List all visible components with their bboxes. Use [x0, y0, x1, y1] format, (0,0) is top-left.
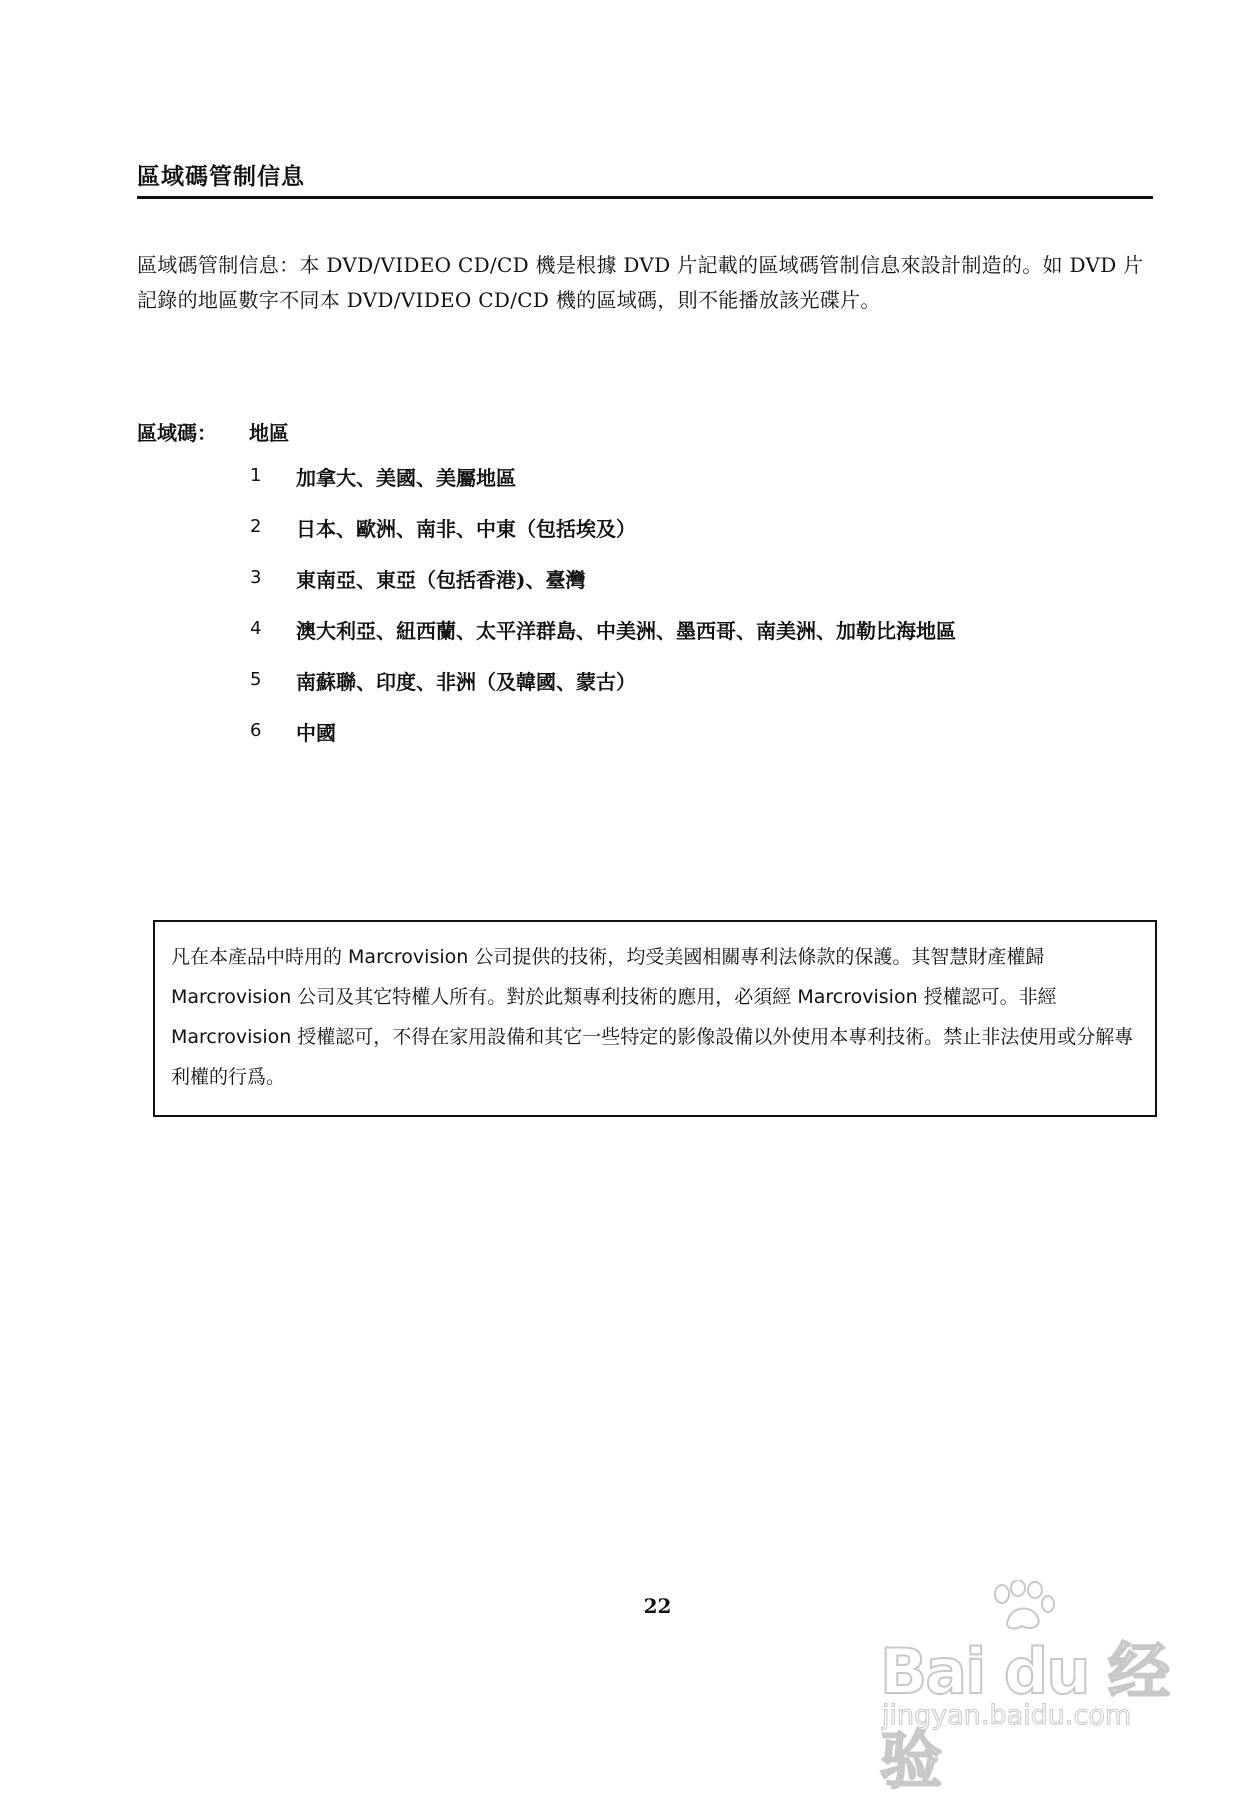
region-name: 日本、歐洲、南非、中東（包括埃及） [296, 517, 636, 541]
section-heading: 區域碼管制信息 [137, 164, 305, 190]
region-row-3 [250, 564, 956, 615]
heading-rule [137, 196, 1153, 199]
region-row-5 [250, 666, 956, 717]
intro-paragraph: 區域碼管制信息：本 DVD/VIDEO CD/CD 機是根據 DVD 片記載的區域碼管制信息來設計制造的。如 DVD 片記錄的地區數字不同本 DVD/VIDEO CD/CD 機的區域碼，則不能播放該光碟片。 [137, 253, 1144, 312]
region-code: 3 [250, 567, 262, 588]
region-list [250, 462, 956, 768]
region-code: 2 [250, 516, 262, 537]
region-name: 東南亞、東亞（包括香港)、臺灣 [296, 568, 586, 592]
baidu-watermark [880, 1580, 1200, 1797]
region-row-2 [250, 513, 956, 564]
region-row-4 [250, 615, 956, 666]
region-code: 1 [250, 465, 262, 486]
region-name: 澳大利亞、紐西蘭、太平洋群島、中美洲、墨西哥、南美洲、加勒比海地區 [296, 619, 956, 643]
region-table-header [137, 417, 289, 446]
region-code: 4 [250, 618, 262, 639]
region-code: 5 [250, 669, 262, 690]
region-row-1 [250, 462, 956, 513]
region-column-header: 地區 [249, 421, 289, 445]
code-column-header: 區域碼： [137, 421, 217, 445]
region-code: 6 [250, 720, 262, 741]
region-name: 加拿大、美國、美屬地區 [296, 466, 516, 490]
patent-notice-box: 凡在本產品中時用的 Marcrovision 公司提供的技術，均受美國相關專利法條款的保護。其智慧財產權歸 Marcrovision 公司及其它特權人所有。對於此類專利技術的應用，必須經 Marcrovision 授權認可。非經 Marcrovision 授權認可，不得在家用設備和其它一些特定的影像設備以外使用本專利技術。禁止非法使用或分解專利權的行爲。 [153, 920, 1157, 1117]
page-number: 22 [643, 1594, 672, 1618]
region-row-6 [250, 717, 956, 768]
watermark-brand: Bai du 经验 [880, 1635, 1169, 1797]
watermark-url: jingyan.baidu.com [882, 1700, 1132, 1731]
region-name: 中國 [296, 721, 336, 745]
region-name: 南蘇聯、印度、非洲（及韓國、蒙古） [296, 670, 636, 694]
